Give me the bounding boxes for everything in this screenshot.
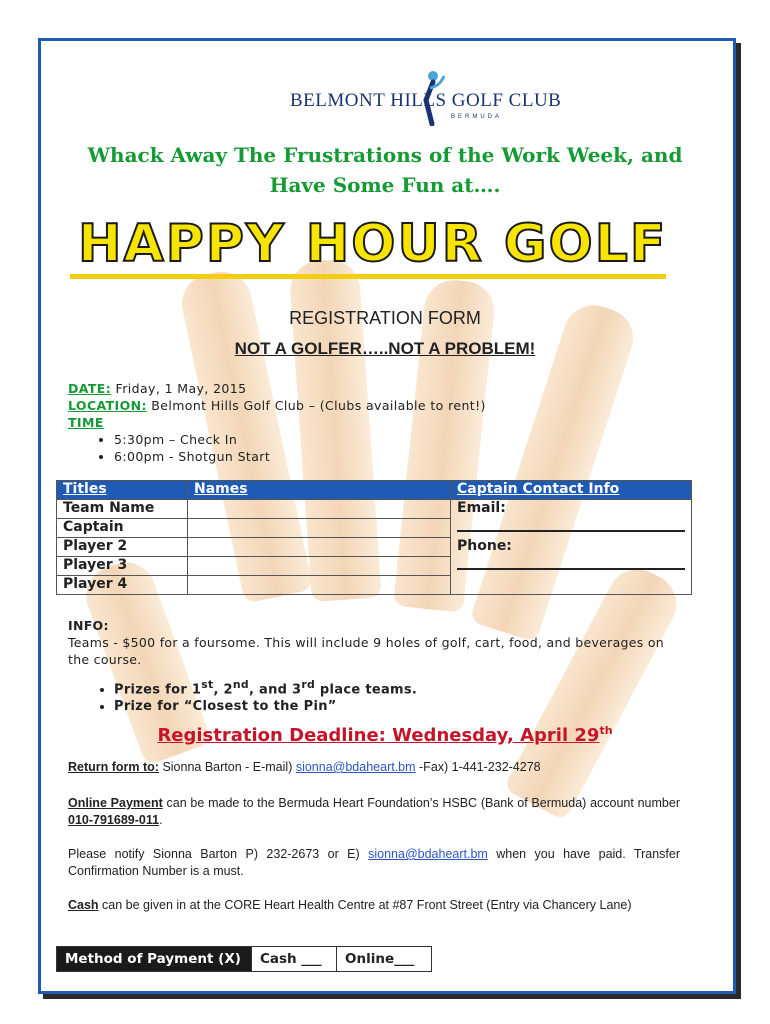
event-details xyxy=(68,380,486,465)
row-label: Player 3 xyxy=(57,557,188,576)
player3-name-field[interactable] xyxy=(188,557,451,576)
row-label: Player 2 xyxy=(57,538,188,557)
cash-payment: Cash can be given in at the CORE Heart Health Centre at #87 Front Street (Entry via Chancery Lane) xyxy=(68,898,632,912)
email-link[interactable]: sionna@bdaheart.bm xyxy=(295,760,416,774)
location-value: Belmont Hills Golf Club – (Clubs available to rent!) xyxy=(151,398,486,413)
logo-sub: BERMUDA xyxy=(450,114,502,120)
email-field[interactable] xyxy=(457,516,685,532)
title-underline xyxy=(70,274,666,279)
captain-contact-cell xyxy=(451,500,692,595)
location-label: LOCATION: xyxy=(68,398,147,413)
info-heading: INFO: xyxy=(68,618,109,633)
club-logo xyxy=(290,72,562,128)
phone-field[interactable] xyxy=(457,554,685,570)
registration-deadline: Registration Deadline: Wednesday, April 29th xyxy=(157,724,613,746)
time-label: TIME xyxy=(68,415,104,430)
notify-text: Please notify Sionna Barton P) 232-2673 or E) sionna@bdaheart.bm when you have paid. Transfer Confirmation Number is a must. xyxy=(68,847,680,878)
col-header-titles: Titles xyxy=(57,481,188,500)
logo-name: BELMONT HILLS GOLF CLUB xyxy=(290,90,562,111)
row-label: Captain xyxy=(57,519,188,538)
info-text: Teams - $500 for a foursome. This will include 9 holes of golf, cart, food, and beverages on the course. xyxy=(68,635,665,667)
time-list xyxy=(68,431,486,465)
player4-name-field[interactable] xyxy=(188,576,451,595)
phone-label: Phone: xyxy=(457,538,512,554)
headline-line1: Whack Away The Frustrations of the Work Week, and xyxy=(87,143,683,167)
info-section xyxy=(68,617,688,715)
form-title: REGISTRATION FORM xyxy=(289,308,481,328)
tagline: NOT A GOLFER…..NOT A PROBLEM! xyxy=(234,339,536,358)
payment-method-header: Method of Payment (X) xyxy=(57,947,252,972)
time-item: • 6:00pm - Shotgun Start xyxy=(114,448,486,465)
row-label: Team Name xyxy=(57,500,188,519)
email-label: Email: xyxy=(457,500,506,516)
prize-item-places: • Prizes for 1st, 2nd, and 3rd place teams. xyxy=(114,676,688,698)
online-option[interactable]: Online___ xyxy=(337,947,432,972)
date-label: DATE: xyxy=(68,381,112,396)
registration-table xyxy=(56,480,692,595)
headline-line2: Have Some Fun at…. xyxy=(269,173,501,197)
online-payment: Online Payment can be made to the Bermuda Heart Foundation’s HSBC (Bank of Bermuda) account number 010-791689-011. xyxy=(68,796,680,827)
captain-name-field[interactable] xyxy=(188,519,451,538)
time-item: • 5:30pm – Check In xyxy=(114,431,486,448)
col-header-names: Names xyxy=(188,481,451,500)
prize-item-closest: • Prize for “Closest to the Pin” xyxy=(114,698,688,715)
email-link[interactable]: sionna@bdaheart.bm xyxy=(368,847,488,861)
return-form: Return form to: Sionna Barton - E-mail) sionna@bdaheart.bm -Fax) 1-441-232-4278 xyxy=(68,760,541,774)
headline xyxy=(70,140,700,200)
row-label: Player 4 xyxy=(57,576,188,595)
date-value: Friday, 1 May, 2015 xyxy=(115,381,247,396)
player2-name-field[interactable] xyxy=(188,538,451,557)
event-title: HAPPY HOUR GOLF xyxy=(78,214,668,274)
col-header-captain-info: Captain Contact Info xyxy=(451,481,692,500)
payment-method-table xyxy=(56,946,432,972)
team-name-field[interactable] xyxy=(188,500,451,519)
cash-option[interactable]: Cash ___ xyxy=(252,947,337,972)
prize-list xyxy=(68,676,688,715)
